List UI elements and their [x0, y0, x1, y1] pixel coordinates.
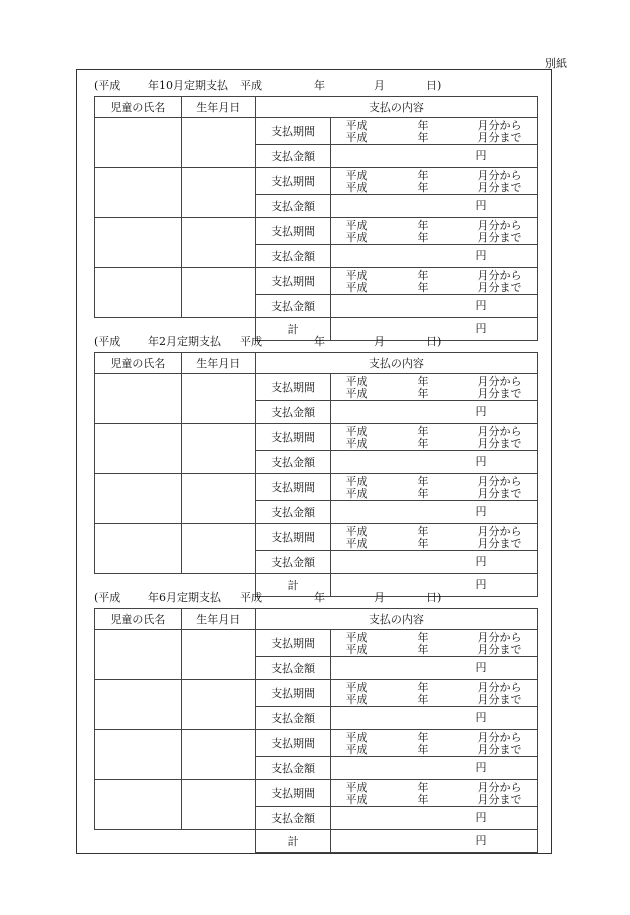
period-from-era: 平成	[345, 375, 368, 388]
payment-period-cell[interactable]	[331, 424, 538, 451]
period-to-suffix: 月分まで	[477, 643, 522, 656]
section-title	[94, 332, 538, 352]
period-from-year: 年	[417, 631, 429, 644]
title-day: 日)	[426, 335, 442, 348]
amount-unit: 円	[475, 505, 487, 518]
period-from-year: 年	[417, 731, 429, 744]
child-name-cell[interactable]	[95, 118, 182, 168]
payment-period-label: 支払期間	[255, 780, 331, 807]
payment-period-label: 支払期間	[255, 168, 331, 195]
payment-amount-cell[interactable]	[331, 245, 538, 268]
payment-period-cell[interactable]	[331, 118, 538, 145]
payment-period-label: 支払期間	[255, 118, 331, 145]
header-payment-content: 支払の内容	[255, 609, 537, 630]
period-to-year: 年	[417, 537, 429, 550]
period-from-suffix: 月分から	[477, 425, 522, 438]
period-from-suffix: 月分から	[477, 681, 522, 694]
table-row	[95, 268, 538, 295]
amount-unit: 円	[475, 405, 487, 418]
child-name-cell[interactable]	[95, 680, 182, 730]
table-row	[95, 374, 538, 401]
payment-period-label: 支払期間	[255, 268, 331, 295]
period-from-year: 年	[417, 269, 429, 282]
period-from-year: 年	[417, 425, 429, 438]
total-label: 計	[255, 318, 331, 341]
table-row	[95, 780, 538, 807]
birth-date-cell[interactable]	[181, 630, 255, 680]
payment-amount-label: 支払金額	[255, 501, 331, 524]
period-from-year: 年	[417, 119, 429, 132]
title-month: 月	[374, 335, 385, 348]
period-to-year: 年	[417, 743, 429, 756]
period-to-year: 年	[417, 181, 429, 194]
title-era: (平成	[94, 591, 121, 604]
period-from-year: 年	[417, 525, 429, 538]
birth-date-cell[interactable]	[181, 424, 255, 474]
amount-unit: 円	[475, 711, 487, 724]
period-to-suffix: 月分まで	[477, 281, 522, 294]
title-month: 月	[374, 79, 385, 92]
table-row	[95, 118, 538, 145]
period-to-suffix: 月分まで	[477, 131, 522, 144]
payment-amount-label: 支払金額	[255, 707, 331, 730]
table-row	[95, 730, 538, 757]
payment-amount-cell[interactable]	[331, 657, 538, 680]
payment-amount-label: 支払金額	[255, 245, 331, 268]
payment-period-label: 支払期間	[255, 374, 331, 401]
period-from-suffix: 月分から	[477, 525, 522, 538]
payment-amount-cell[interactable]	[331, 451, 538, 474]
period-to-year: 年	[417, 231, 429, 244]
period-to-suffix: 月分まで	[477, 231, 522, 244]
period-to-year: 年	[417, 487, 429, 500]
payment-period-label: 支払期間	[255, 218, 331, 245]
total-spacer	[181, 830, 255, 853]
period-from-suffix: 月分から	[477, 219, 522, 232]
period-to-era: 平成	[345, 693, 368, 706]
payment-period-label: 支払期間	[255, 730, 331, 757]
title-year: 年	[314, 335, 325, 348]
period-to-era: 平成	[345, 231, 368, 244]
period-to-year: 年	[417, 693, 429, 706]
period-to-suffix: 月分まで	[477, 437, 522, 450]
period-from-era: 平成	[345, 731, 368, 744]
period-to-era: 平成	[345, 537, 368, 550]
period-from-suffix: 月分から	[477, 631, 522, 644]
period-to-suffix: 月分まで	[477, 181, 522, 194]
period-from-era: 平成	[345, 219, 368, 232]
title-era-2: 平成	[240, 335, 262, 348]
header-payment-content: 支払の内容	[255, 353, 537, 374]
period-to-suffix: 月分まで	[477, 487, 522, 500]
period-from-era: 平成	[345, 681, 368, 694]
payment-table	[94, 96, 538, 341]
header-birth-date: 生年月日	[181, 609, 255, 630]
amount-unit: 円	[475, 555, 487, 568]
period-from-suffix: 月分から	[477, 475, 522, 488]
payment-amount-cell[interactable]	[331, 195, 538, 218]
payment-period-cell[interactable]	[331, 524, 538, 551]
payment-period-label: 支払期間	[255, 680, 331, 707]
period-to-year: 年	[417, 131, 429, 144]
total-unit: 円	[475, 834, 487, 847]
period-to-suffix: 月分まで	[477, 793, 522, 806]
header-birth-date: 生年月日	[181, 353, 255, 374]
period-to-era: 平成	[345, 793, 368, 806]
period-from-era: 平成	[345, 169, 368, 182]
payment-period-cell[interactable]	[331, 218, 538, 245]
period-from-suffix: 月分から	[477, 169, 522, 182]
title-year: 年	[314, 79, 325, 92]
period-from-suffix: 月分から	[477, 375, 522, 388]
child-name-cell[interactable]	[95, 218, 182, 268]
payment-amount-cell[interactable]	[331, 707, 538, 730]
period-to-suffix: 月分まで	[477, 693, 522, 706]
total-label: 計	[255, 830, 331, 853]
period-to-era: 平成	[345, 181, 368, 194]
period-from-year: 年	[417, 169, 429, 182]
payment-amount-cell[interactable]	[331, 295, 538, 318]
header-child-name: 児童の氏名	[95, 609, 182, 630]
header-birth-date: 生年月日	[181, 97, 255, 118]
period-to-era: 平成	[345, 437, 368, 450]
period-from-suffix: 月分から	[477, 731, 522, 744]
amount-unit: 円	[475, 661, 487, 674]
child-name-cell[interactable]	[95, 524, 182, 574]
period-to-year: 年	[417, 643, 429, 656]
total-unit: 円	[475, 578, 487, 591]
period-to-era: 平成	[345, 643, 368, 656]
period-to-year: 年	[417, 437, 429, 450]
period-to-year: 年	[417, 281, 429, 294]
title-day: 日)	[426, 591, 442, 604]
payment-period-cell[interactable]	[331, 168, 538, 195]
appendix-label: 別紙	[545, 57, 567, 70]
header-child-name: 児童の氏名	[95, 97, 182, 118]
birth-date-cell[interactable]	[181, 118, 255, 168]
period-to-era: 平成	[345, 131, 368, 144]
birth-date-cell[interactable]	[181, 474, 255, 524]
payment-amount-cell[interactable]	[331, 807, 538, 830]
title-month: 月	[374, 591, 385, 604]
child-name-cell[interactable]	[95, 168, 182, 218]
birth-date-cell[interactable]	[181, 268, 255, 318]
period-from-era: 平成	[345, 425, 368, 438]
birth-date-cell[interactable]	[181, 374, 255, 424]
total-amount-cell[interactable]	[331, 830, 538, 853]
payment-amount-cell[interactable]	[331, 501, 538, 524]
title-payment-label: 年10月定期支払	[148, 79, 228, 92]
table-header-row	[95, 609, 538, 630]
amount-unit: 円	[475, 149, 487, 162]
payment-amount-label: 支払金額	[255, 145, 331, 168]
section-title	[94, 76, 538, 96]
birth-date-cell[interactable]	[181, 168, 255, 218]
payment-period-label: 支払期間	[255, 524, 331, 551]
table-row	[95, 630, 538, 657]
payment-amount-label: 支払金額	[255, 451, 331, 474]
birth-date-cell[interactable]	[181, 524, 255, 574]
payment-amount-label: 支払金額	[255, 807, 331, 830]
payment-period-cell[interactable]	[331, 268, 538, 295]
child-name-cell[interactable]	[95, 730, 182, 780]
period-from-era: 平成	[345, 525, 368, 538]
payment-amount-label: 支払金額	[255, 195, 331, 218]
period-to-year: 年	[417, 793, 429, 806]
payment-amount-label: 支払金額	[255, 757, 331, 780]
title-payment-label: 年2月定期支払	[148, 335, 221, 348]
total-row	[95, 830, 538, 853]
period-from-suffix: 月分から	[477, 269, 522, 282]
total-unit: 円	[475, 322, 487, 335]
period-to-era: 平成	[345, 281, 368, 294]
title-era: (平成	[94, 79, 121, 92]
period-from-era: 平成	[345, 119, 368, 132]
title-payment-label: 年6月定期支払	[148, 591, 221, 604]
payment-period-cell[interactable]	[331, 780, 538, 807]
title-era-2: 平成	[240, 79, 262, 92]
total-label: 計	[255, 574, 331, 597]
period-to-year: 年	[417, 387, 429, 400]
amount-unit: 円	[475, 811, 487, 824]
child-name-cell[interactable]	[95, 474, 182, 524]
period-to-suffix: 月分まで	[477, 387, 522, 400]
child-name-cell[interactable]	[95, 780, 182, 830]
period-from-year: 年	[417, 219, 429, 232]
child-name-cell[interactable]	[95, 630, 182, 680]
birth-date-cell[interactable]	[181, 680, 255, 730]
payment-amount-cell[interactable]	[331, 401, 538, 424]
payment-period-label: 支払期間	[255, 424, 331, 451]
table-row	[95, 218, 538, 245]
payment-amount-label: 支払金額	[255, 295, 331, 318]
title-day: 日)	[426, 79, 442, 92]
period-from-era: 平成	[345, 269, 368, 282]
child-name-cell[interactable]	[95, 268, 182, 318]
amount-unit: 円	[475, 455, 487, 468]
period-from-era: 平成	[345, 475, 368, 488]
payment-period-cell[interactable]	[331, 730, 538, 757]
period-from-year: 年	[417, 375, 429, 388]
amount-unit: 円	[475, 761, 487, 774]
payment-table	[94, 608, 538, 853]
payment-table	[94, 352, 538, 597]
period-to-era: 平成	[345, 487, 368, 500]
table-row	[95, 424, 538, 451]
period-from-suffix: 月分から	[477, 781, 522, 794]
period-from-suffix: 月分から	[477, 119, 522, 132]
amount-unit: 円	[475, 199, 487, 212]
birth-date-cell[interactable]	[181, 730, 255, 780]
birth-date-cell[interactable]	[181, 780, 255, 830]
table-row	[95, 524, 538, 551]
period-from-year: 年	[417, 475, 429, 488]
payment-amount-label: 支払金額	[255, 551, 331, 574]
table-header-row	[95, 353, 538, 374]
payment-period-cell[interactable]	[331, 630, 538, 657]
birth-date-cell[interactable]	[181, 218, 255, 268]
payment-period-label: 支払期間	[255, 630, 331, 657]
table-row	[95, 168, 538, 195]
table-header-row	[95, 97, 538, 118]
period-from-year: 年	[417, 681, 429, 694]
period-from-era: 平成	[345, 631, 368, 644]
section-title	[94, 588, 538, 608]
total-spacer	[95, 830, 182, 853]
payment-period-cell[interactable]	[331, 680, 538, 707]
header-payment-content: 支払の内容	[255, 97, 537, 118]
payment-amount-cell[interactable]	[331, 551, 538, 574]
period-to-suffix: 月分まで	[477, 537, 522, 550]
payment-amount-cell[interactable]	[331, 145, 538, 168]
period-from-year: 年	[417, 781, 429, 794]
payment-amount-label: 支払金額	[255, 657, 331, 680]
table-row	[95, 680, 538, 707]
payment-period-cell[interactable]	[331, 374, 538, 401]
child-name-cell[interactable]	[95, 424, 182, 474]
period-to-era: 平成	[345, 387, 368, 400]
payment-amount-label: 支払金額	[255, 401, 331, 424]
period-to-era: 平成	[345, 743, 368, 756]
title-era: (平成	[94, 335, 121, 348]
amount-unit: 円	[475, 299, 487, 312]
payment-period-label: 支払期間	[255, 474, 331, 501]
payment-amount-cell[interactable]	[331, 757, 538, 780]
period-from-era: 平成	[345, 781, 368, 794]
payment-period-cell[interactable]	[331, 474, 538, 501]
title-era-2: 平成	[240, 591, 262, 604]
amount-unit: 円	[475, 249, 487, 262]
table-row	[95, 474, 538, 501]
title-year: 年	[314, 591, 325, 604]
period-to-suffix: 月分まで	[477, 743, 522, 756]
header-child-name: 児童の氏名	[95, 353, 182, 374]
child-name-cell[interactable]	[95, 374, 182, 424]
